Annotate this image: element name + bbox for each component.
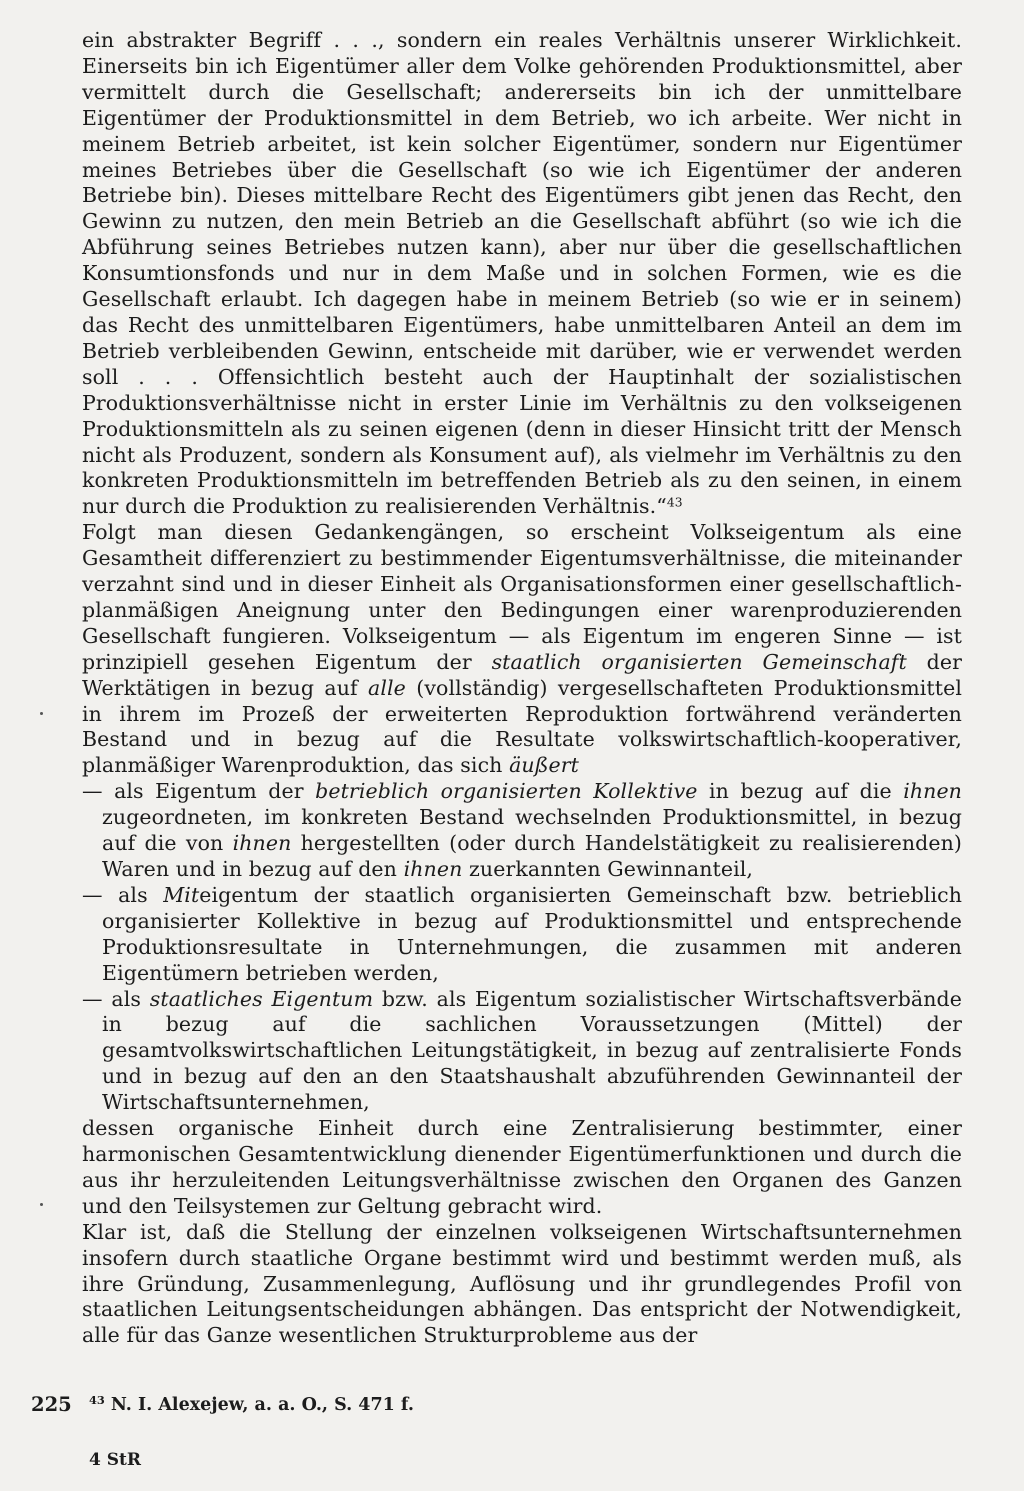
emphasis: ihnen [403,857,463,881]
paragraph-dessen [82,1116,962,1220]
text-run: ein abstrakter Begriff . . ., sondern ein reales Verhältnis unserer Wirklichkeit. Einerseits bin ich Eigentümer aller dem Volke gehörenden Produktionsmittel, aber vermittelt durch die Gesellschaft; andererseits bin ich der unmittelbare Eigentümer der Produktionsmittel in dem Betrieb, wo ich arbeite. Wer nicht in meinem Betrieb arbeitet, ist kein solcher Eigentümer, sondern nur Eigentümer meines Betriebes über die Gesellschaft (so wie ich Eigentümer der anderen Betriebe bin). Dieses mittelbare Recht des Eigentümers gibt jenen das Recht, den Gewinn zu nutzen, den mein Betrieb an die Gesellschaft abführt (so wie ich die Abführung seines Betriebes nutzen kann), aber nur über die gesellschaftlichen Konsumtionsfonds und nur in dem Maße und in solchen Formen, wie es die Gesellschaft erlaubt. Ich dagegen habe in meinem Betrieb (so wie er in seinem) das Recht des unmittelbaren Eigentümers, habe unmittelbaren Anteil an dem im Betrieb verbleibenden Gewinn, entscheide mit darüber, wie er verwendet werden soll . . . Offensichtlich besteht auch der Hauptinhalt der sozialistischen Produktionsverhältnisse nicht in erster Linie im Verhältnis zu den volkseigenen Produktionsmitteln als zu seinen eigenen (denn in dieser Hinsicht tritt der Mensch nicht als Produzent, sondern als Konsument auf), als vielmehr im Verhältnis zu den konkreten Produktionsmitteln im betreffenden Betrieb als zu den seinen, in einem nur durch die Produktion zu realisierenden Verhältnis.“ [82,28,962,519]
emphasis: betrieblich organisierten Kollektive [315,779,698,804]
paragraph-folgt [82,520,962,779]
text-run: eigentum der staatlich organisierten Gemeinschaft bzw. betrieblich organisierter Kollektive in bezug auf Produktionsmittel und entsprechende Produktionsresultate in Unternehmungen, die zusammen mit anderen Eigentümern betrieben werden, [102,882,962,985]
text-run: dessen organische Einheit durch eine Zentralisierung bestimmter, einer harmonischen Gesamtentwicklung dienender Eigentümerfunktionen und durch die aus ihr herzuleitenden Leitungsverhältnisse zwischen den Organen des Ganzen und den Teilsystemen zur Geltung gebracht wird. [82,1116,962,1218]
footnote-text: N. I. Alexejew, a. a. O., S. 471 f. [104,1395,414,1415]
emphasis: staatlich organisierten Gemeinschaft [491,649,907,674]
text-run: hergestellten (oder durch Handelstätigkeit zu realisierenden) Waren und in bezug auf den [102,831,962,881]
paragraph-klar [82,1220,962,1350]
footnote-reference: 43 [666,495,683,510]
paragraph-item-1 [82,779,962,883]
paragraph-item-2 [82,883,962,987]
text-run: (vollständig) vergesellschafteten Produktionsmittel in ihrem im Prozeß der erweiterten Reproduktion fortwährend veränderten Bestand und in bezug auf die Resultate volkswirtschaftlich-kooperativer, planmäßiger Warenproduktion, das sich [82,675,962,778]
footnote [89,1392,414,1415]
body-text [82,28,962,1349]
margin-speck [40,712,43,715]
text-run: in bezug auf die [697,779,904,804]
emphasis: ihnen [903,779,962,804]
text-run: — als [82,986,150,1011]
text-run: zuerkannten Gewinnanteil, [462,857,754,881]
page-number: 225 [31,1393,72,1416]
emphasis: ihnen [232,831,292,856]
emphasis: Mit [163,882,200,907]
emphasis: alle [368,675,406,700]
text-run: zugeordneten, im konkreten Bestand wechselnden Produktionsmittel, in bezug auf die von [102,805,962,856]
emphasis: äußert [509,753,579,778]
text-run: — als [82,882,164,907]
text-run: der Werktätigen in bezug auf [82,649,962,700]
text-run: — als Eigentum der [82,779,316,804]
footnote-marker: 43 [89,1392,105,1407]
paragraph-item-3 [82,987,962,1117]
text-run: Klar ist, daß die Stellung der einzelnen volkseigenen Wirtschaftsunternehmen insofern durch staatliche Organe bestimmt wird und bestimmt werden muß, als ihre Gründung, Zusammenlegung, Auflösung und ihr grundlegendes Profil von staatlichen Leitungsentscheidungen abhängen. Das entspricht der Notwendigkeit, alle für das Ganze wesentlichen Strukturprobleme aus der [82,1219,962,1348]
text-run: bzw. als Eigentum sozialistischer Wirtschaftsverbände in bezug auf die sachlichen Voraussetzungen (Mittel) der gesamtvolkswirtschaftlichen Leitungstätigkeit, in bezug auf zentralisierte Fonds und in bezug auf den an den Staatshaushalt abzuführenden Gewinnanteil der Wirtschaftsunternehmen, [102,986,962,1115]
text-run: Folgt man diesen Gedankengängen, so erscheint Volkseigentum als eine Gesamtheit differenziert zu bestimmender Eigentumsverhältnisse, die miteinander verzahnt sind und in dieser Einheit als Organisationsformen einer gesellschaftlich-planmäßigen Aneignung unter den Bedingungen einer warenproduzierenden Gesellschaft fungieren. Volkseigentum — als Eigentum im engeren Sinne — ist prinzipiell gesehen Eigentum der [82,520,962,674]
emphasis: staatliches Eigentum [149,986,374,1011]
sheet-signature: 4 StR [89,1450,142,1470]
margin-speck [40,1203,43,1206]
paragraph-quote [82,28,962,520]
